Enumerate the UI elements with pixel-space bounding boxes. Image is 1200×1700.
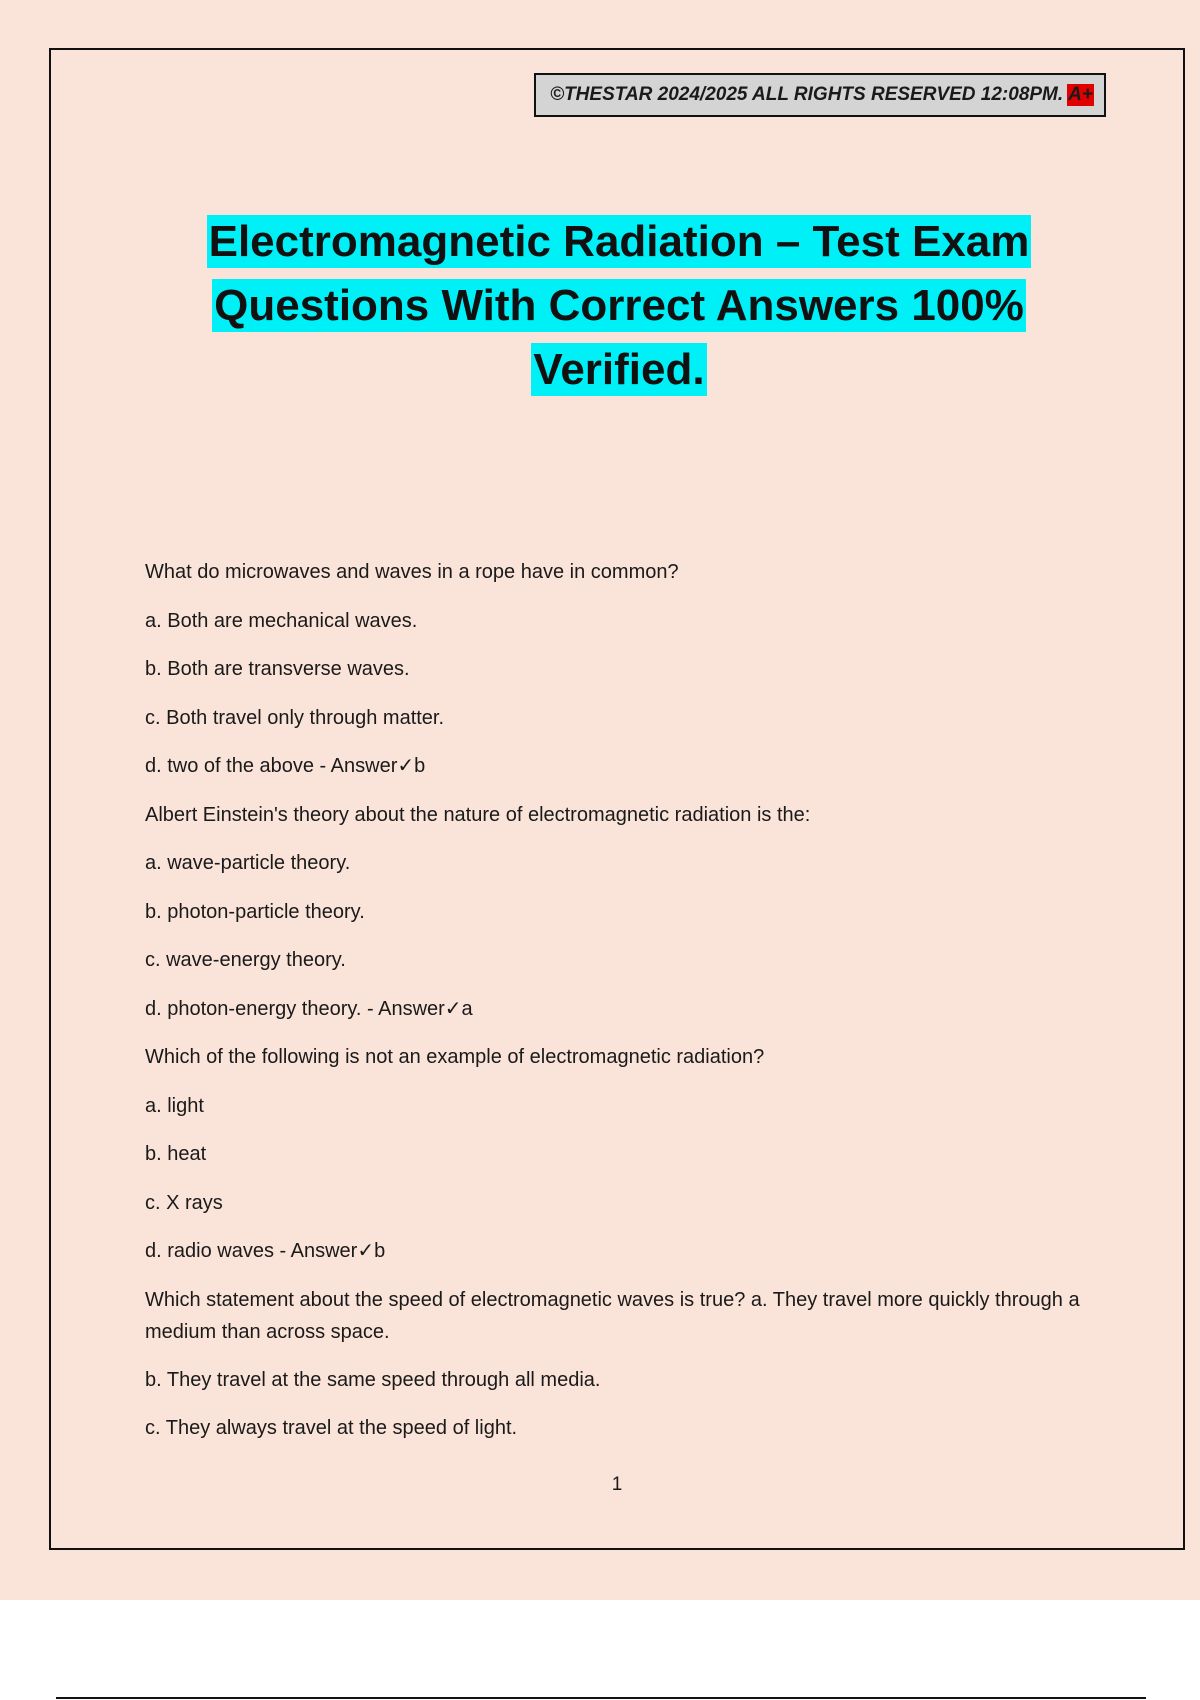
- answer-option: c. X rays: [145, 1191, 223, 1214]
- title-line-2: Questions With Correct Answers 100%: [214, 281, 1024, 330]
- copyright-text: ©THESTAR 2024/2025 ALL RIGHTS RESERVED 12:08PM.: [550, 84, 1064, 105]
- question-block: [145, 1041, 1105, 1284]
- next-page-top-rule: [56, 1697, 1146, 1699]
- title-line-1: Electromagnetic Radiation – Test Exam: [208, 217, 1030, 266]
- question-text: Which statement about the speed of electromagnetic waves is true? a. They travel more quickly through a medium than across space.: [145, 1288, 1080, 1343]
- answer-option: b. photon-particle theory.: [145, 900, 365, 923]
- question-block: [145, 556, 1105, 799]
- answer-option: d. radio waves - Answer✓b: [145, 1240, 386, 1262]
- answer-option: b. Both are transverse waves.: [145, 658, 410, 680]
- answer-option: c. wave-energy theory.: [145, 949, 346, 971]
- question-block: [145, 799, 1105, 1042]
- answer-option: a. wave-particle theory.: [145, 852, 351, 874]
- answer-option: a. Both are mechanical waves.: [145, 609, 418, 632]
- answer-option: a. light: [145, 1094, 204, 1117]
- document-title: [160, 210, 1078, 402]
- answer-option: c. They always travel at the speed of light.: [145, 1417, 518, 1439]
- title-line-3: Verified.: [533, 345, 705, 394]
- question-text: Which of the following is not an example of electromagnetic radiation?: [145, 1046, 765, 1068]
- answer-option: d. two of the above - Answer✓b: [145, 755, 426, 777]
- answer-option: b. heat: [145, 1143, 207, 1165]
- answer-option: b. They travel at the same speed through all media.: [145, 1368, 601, 1391]
- page-number: 1: [611, 1474, 623, 1495]
- copyright-header: [534, 73, 1106, 117]
- question-text: What do microwaves and waves in a rope have in common?: [145, 561, 679, 583]
- question-text: Albert Einstein's theory about the nature of electromagnetic radiation is the:: [145, 803, 811, 826]
- question-list: [145, 556, 1105, 1461]
- grade-badge: A+: [1068, 84, 1093, 105]
- answer-option: d. photon-energy theory. - Answer✓a: [145, 997, 473, 1020]
- question-block: [145, 1284, 1105, 1461]
- answer-option: c. Both travel only through matter.: [145, 706, 445, 729]
